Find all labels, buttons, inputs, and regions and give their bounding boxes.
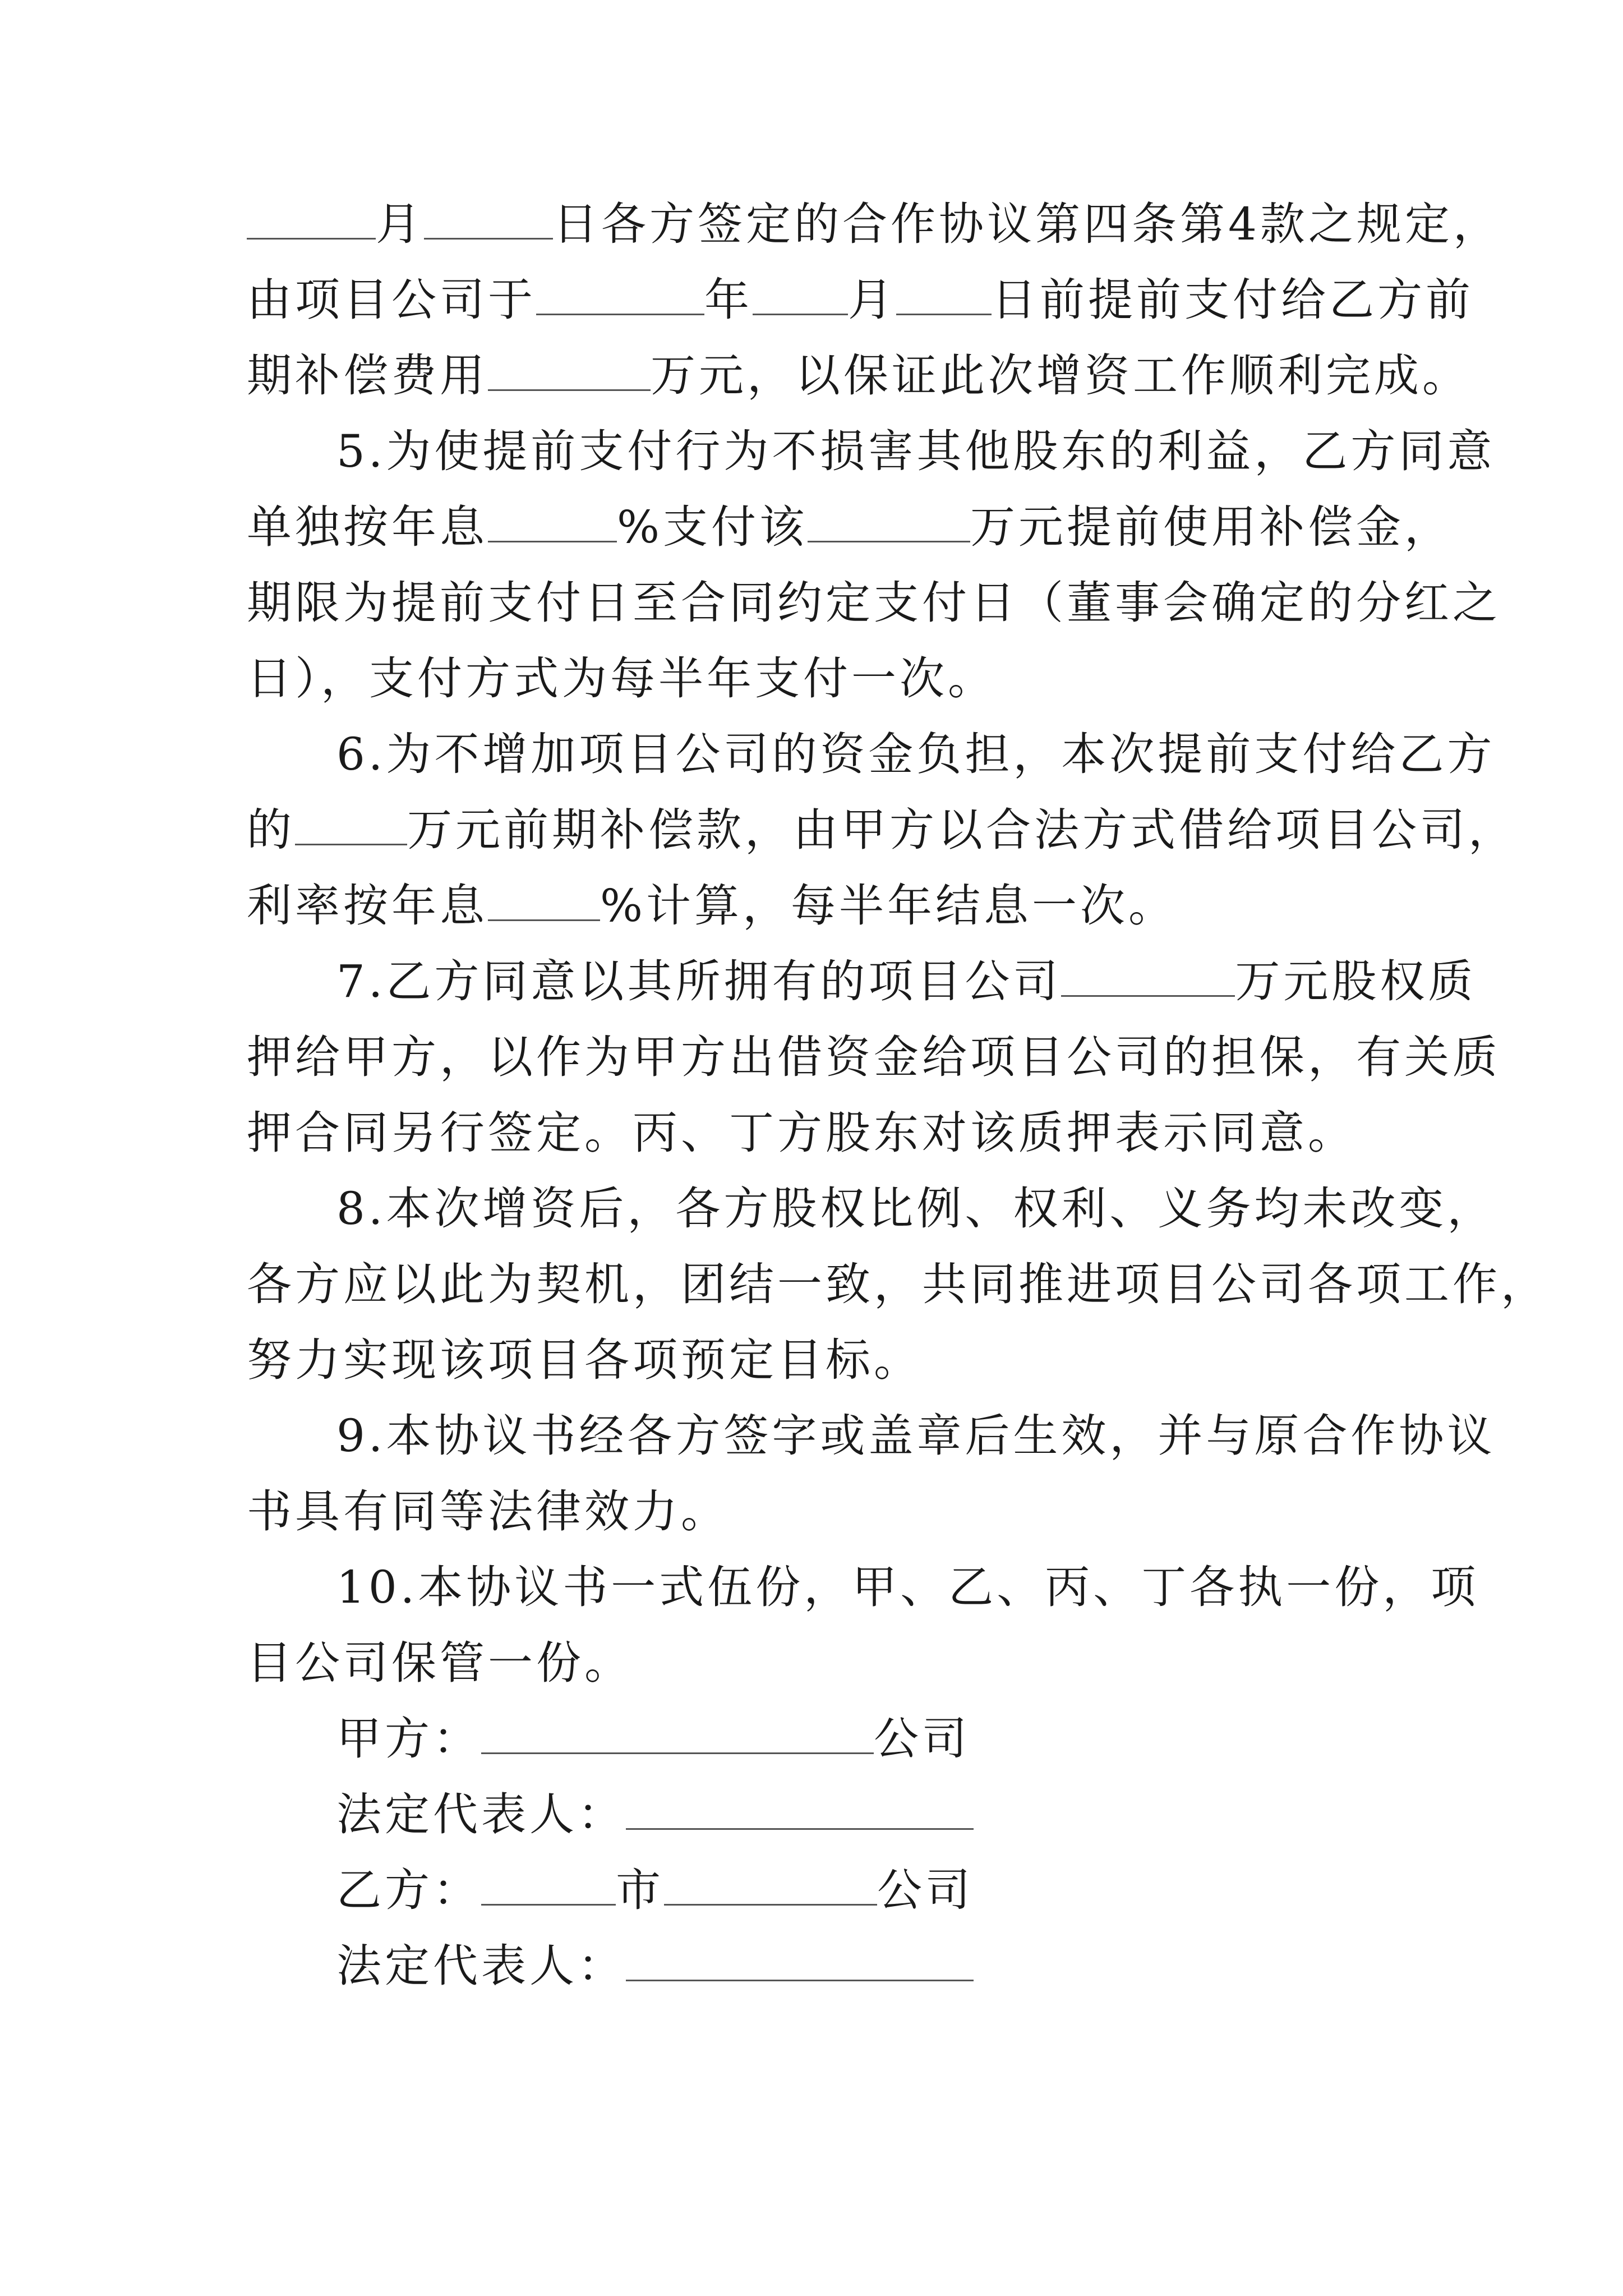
blank-amount xyxy=(295,808,407,845)
body-line-3: 期补偿费用 万元，以保证此次增资工作顺利完成。 xyxy=(247,349,1470,402)
body-line-13: 押合同另行签定。丙、丁方股东对该质押表示同意。 xyxy=(247,1107,1356,1159)
body-line-18: 书具有同等法律效力。 xyxy=(247,1485,729,1538)
rep-b-name-field xyxy=(626,1944,974,1981)
blank-field xyxy=(247,202,376,240)
blank-rate xyxy=(488,505,617,542)
blank-rate xyxy=(488,884,600,921)
clause-8: 8.本次增资后，各方股权比例、权利、义务均未改变， xyxy=(336,1182,1496,1235)
party-b-city-field xyxy=(481,1868,616,1906)
clause-10: 10.本协议书一式伍份，甲、乙、丙、丁各执一份，项 xyxy=(336,1561,1479,1613)
rep-a-name-field xyxy=(626,1792,974,1830)
party-a-name-field xyxy=(481,1717,874,1754)
clause-6: 6.为不增加项目公司的资金负担，本次提前支付给乙方 xyxy=(336,728,1496,780)
blank-amount xyxy=(1061,959,1235,997)
body-line-20: 目公司保管一份。 xyxy=(247,1637,633,1689)
blank-field xyxy=(424,202,553,240)
blank-day xyxy=(896,278,992,315)
body-line-9: 的 万元前期补偿款，由甲方以合法方式借给项目公司， xyxy=(247,804,1516,856)
rep-a-line: 法定代表人： xyxy=(336,1787,974,1843)
body-line-12: 押给甲方，以作为甲方出借资金给项目公司的担保，有关质 xyxy=(247,1031,1501,1083)
body-line-2: 由项目公司于 年 月 日前提前支付给乙方前 xyxy=(247,274,1474,326)
body-line-7: 日），支付方式为每半年支付一次。 xyxy=(247,652,996,705)
body-line-1: 月 日各方签定的合作协议第四条第4款之规定， xyxy=(247,196,1501,252)
party-b-name-field xyxy=(664,1868,877,1906)
body-line-16: 努力实现该项目各项预定目标。 xyxy=(247,1334,922,1386)
body-line-5: 单独按年息 %支付该 万元提前使用补偿金， xyxy=(247,501,1453,553)
blank-month xyxy=(753,278,848,315)
clause-5: 5.为使提前支付行为不损害其他股东的利益，乙方同意 xyxy=(336,425,1496,477)
party-b-line: 乙方： 市 公司 xyxy=(336,1864,974,1916)
blank-amount xyxy=(808,505,970,542)
rep-b-line: 法定代表人： xyxy=(336,1938,974,1994)
body-line-10: 利率按年息 %计算，每半年结息一次。 xyxy=(247,880,1177,932)
blank-year xyxy=(536,278,704,315)
clause-7: 7.乙方同意以其所拥有的项目公司 万元股权质 xyxy=(336,955,1477,1007)
clause-9: 9.本协议书经各方签字或盖章后生效，并与原合作协议 xyxy=(336,1410,1496,1462)
body-line-6: 期限为提前支付日至合同约定支付日（董事会确定的分红之 xyxy=(247,577,1501,629)
party-a-line: 甲方： 公司 xyxy=(336,1713,970,1765)
blank-amount xyxy=(488,353,651,391)
body-line-15: 各方应以此为契机，团结一致，共同推进项目公司各项工作， xyxy=(247,1258,1549,1310)
